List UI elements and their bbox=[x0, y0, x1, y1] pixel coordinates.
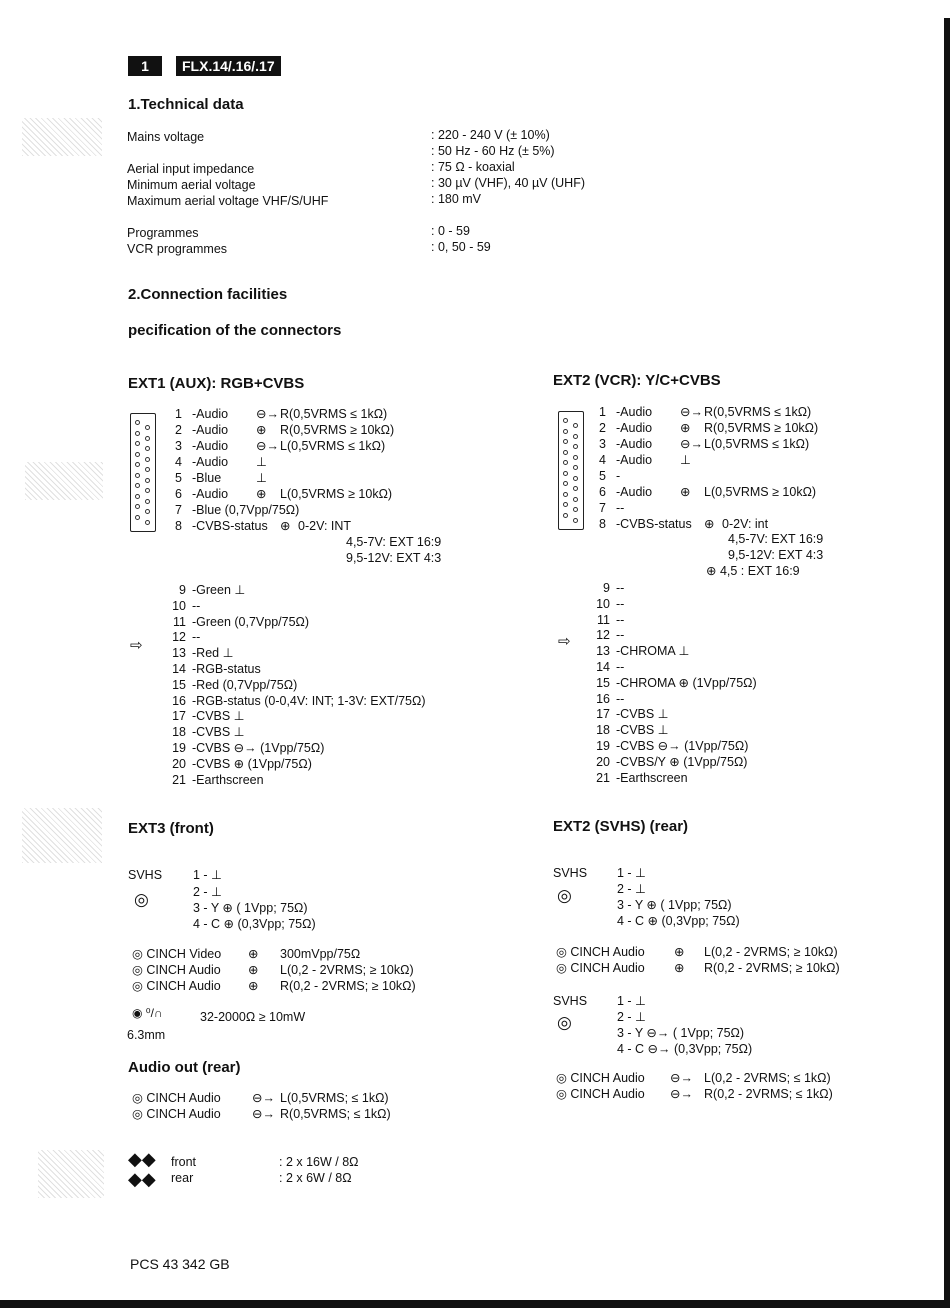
pin-text: -- bbox=[192, 630, 201, 645]
pin-text: -Red (0,7Vpp/75Ω) bbox=[192, 677, 298, 692]
pin-number: 1 bbox=[175, 407, 182, 421]
svhs-socket-icon: ◎ bbox=[557, 886, 572, 905]
pin-number: 4 bbox=[175, 455, 182, 469]
pin-name: -Audio bbox=[616, 453, 653, 467]
pin-text: -- bbox=[616, 628, 625, 643]
signal-icon: ⊕ bbox=[674, 945, 685, 959]
pin-number: 20 bbox=[596, 754, 610, 769]
pin-value: L(0,5VRMS ≤ 1kΩ) bbox=[704, 437, 810, 451]
ext3-cinch-list bbox=[132, 946, 432, 998]
svhs-pin: 4 - C ⊕ (0,3Vpp; 75Ω) bbox=[617, 914, 740, 928]
svhs-socket-icon: ◎ bbox=[557, 1013, 572, 1032]
pin-number: 20 bbox=[172, 756, 186, 771]
speaker-front-icon: ◆◆ bbox=[128, 1149, 156, 1169]
pin-text: -- bbox=[616, 660, 625, 674]
tech-value: : 180 mV bbox=[431, 192, 482, 206]
ext2-title: EXT2 (VCR): Y/C+CVBS bbox=[553, 372, 721, 389]
cinch-value: L(0,2 - 2VRMS; ≥ 10kΩ) bbox=[704, 945, 838, 959]
pin-name: -CVBS-status bbox=[616, 517, 692, 531]
pin-value: 0-2V: INT bbox=[298, 519, 352, 533]
cinch-name: ◎ CINCH Audio bbox=[132, 979, 221, 993]
connection-title: 2.Connection facilities bbox=[128, 286, 288, 303]
pin-number: 10 bbox=[596, 596, 610, 611]
svhs-pin: 2 - ⊥ bbox=[617, 882, 646, 896]
pin-name: -Audio bbox=[192, 455, 229, 469]
ext1-title: EXT1 (AUX): RGB+CVBS bbox=[128, 375, 305, 392]
ext2-svhs-title: EXT2 (SVHS) (rear) bbox=[553, 818, 689, 835]
signal-icon: ⊕ bbox=[248, 963, 259, 977]
pin-name: -Blue (0,7Vpp/75Ω) bbox=[192, 503, 300, 517]
speaker-rear-label: rear bbox=[171, 1171, 194, 1185]
tech-value: : 0 - 59 bbox=[431, 224, 470, 238]
signal-icon: ⊖→ bbox=[252, 1091, 275, 1105]
cinch-name: ◎ CINCH Audio bbox=[556, 961, 645, 975]
pin-name: -Audio bbox=[616, 437, 653, 451]
ext1-note: 4,5-7V: EXT 16:9 bbox=[346, 535, 442, 549]
pin-number: 11 bbox=[597, 612, 610, 627]
pin-signal-icon: ⊕ bbox=[704, 517, 715, 531]
pin-signal-icon: ⊖→ bbox=[256, 407, 279, 421]
pin-number: 18 bbox=[172, 725, 186, 740]
pin-number: 2 bbox=[175, 423, 182, 437]
pin-text: -- bbox=[616, 612, 625, 627]
pin-number: 13 bbox=[172, 646, 186, 661]
pin-text: -Green ⊥ bbox=[192, 583, 246, 597]
pin-signal-icon: ⊖→ bbox=[680, 405, 703, 419]
pin-text: -CVBS ⊥ bbox=[616, 723, 669, 738]
pin-value: L(0,5VRMS ≥ 10kΩ) bbox=[704, 485, 817, 499]
pin-number: 7 bbox=[599, 501, 606, 515]
pin-value: L(0,5VRMS ≥ 10kΩ) bbox=[280, 487, 393, 501]
cinch-name: ◎ CINCH Audio bbox=[132, 1091, 221, 1105]
tech-label: VCR programmes bbox=[127, 242, 228, 256]
pin-number: 19 bbox=[596, 739, 610, 753]
tech-value: : 50 Hz - 60 Hz (± 5%) bbox=[431, 144, 555, 158]
pin-text: -RGB-status (0-0,4V: INT; 1-3V: EXT/75Ω) bbox=[192, 693, 426, 708]
signal-icon: ⊕ bbox=[674, 961, 685, 975]
pin-text: -CVBS ⊖→ (1Vpp/75Ω) bbox=[616, 739, 749, 753]
pin-number: 17 bbox=[596, 707, 610, 722]
tech-label: Minimum aerial voltage bbox=[127, 178, 256, 192]
cinch-name: ◎ CINCH Audio bbox=[132, 1107, 221, 1121]
ext2-note: ⊕ 4,5 : EXT 16:9 bbox=[706, 564, 800, 578]
pin-signal-icon: ⊕ bbox=[256, 423, 267, 437]
audio-out-list bbox=[132, 1090, 432, 1126]
pin-name: -Audio bbox=[192, 487, 229, 501]
pin-text: -Earthscreen bbox=[192, 772, 264, 787]
pin-signal-icon: ⊥ bbox=[680, 453, 691, 467]
pin-text: -Earthscreen bbox=[616, 770, 688, 785]
svhs-label: SVHS bbox=[553, 994, 588, 1008]
ext2-pin-list bbox=[592, 404, 882, 534]
scan-noise bbox=[38, 1150, 104, 1198]
pin-value: R(0,5VRMS ≥ 10kΩ) bbox=[280, 423, 395, 437]
signal-icon: ⊕ bbox=[248, 947, 259, 961]
cinch-value: R(0,2 - 2VRMS; ≥ 10kΩ) bbox=[280, 979, 416, 993]
pin-number: 15 bbox=[596, 675, 610, 690]
svhs-pin: 4 - C ⊖→ (0,3Vpp; 75Ω) bbox=[617, 1042, 753, 1056]
pin-name: -Audio bbox=[192, 423, 229, 437]
pin-name: -Audio bbox=[616, 421, 653, 435]
ext1-pin-list-2 bbox=[168, 582, 468, 792]
svhs-label: SVHS bbox=[553, 866, 588, 880]
ext2-pin-list-2 bbox=[592, 580, 892, 790]
pin-number: 12 bbox=[172, 630, 186, 645]
pin-text: -- bbox=[616, 581, 625, 595]
pin-number: 21 bbox=[596, 770, 610, 785]
page-bottom-bar bbox=[0, 1300, 950, 1308]
pin-number: 9 bbox=[603, 581, 610, 595]
pin-value: R(0,5VRMS ≤ 1kΩ) bbox=[704, 405, 812, 419]
ext1-pin-list bbox=[168, 406, 458, 536]
pin-text: -CVBS ⊥ bbox=[192, 709, 245, 724]
cinch-value: R(0,2 - 2VRMS; ≥ 10kΩ) bbox=[704, 961, 840, 975]
pin-name: -Audio bbox=[192, 407, 229, 421]
pin-number: 14 bbox=[172, 662, 186, 676]
pin-name: -Blue bbox=[192, 471, 222, 485]
svhs-pin: 1 - ⊥ bbox=[193, 868, 222, 882]
pin-text: -Red ⊥ bbox=[192, 646, 234, 661]
svhs-pin: 3 - Y ⊕ ( 1Vpp; 75Ω) bbox=[193, 901, 308, 915]
pin-signal-icon: ⊕ bbox=[256, 487, 267, 501]
tech-label: Mains voltage bbox=[127, 130, 205, 144]
pin-signal-icon: ⊕ bbox=[680, 421, 691, 435]
pin-number: 18 bbox=[596, 723, 610, 738]
cinch-value: L(0,2 - 2VRMS; ≥ 10kΩ) bbox=[280, 963, 414, 977]
speaker-rear-value: : 2 x 6W / 8Ω bbox=[279, 1171, 352, 1185]
jack-size: 6.3mm bbox=[127, 1028, 166, 1042]
pin-number: 14 bbox=[596, 660, 610, 674]
pin-text: -CVBS ⊕ (1Vpp/75Ω) bbox=[192, 756, 312, 771]
cinch-value: L(0,2 - 2VRMS; ≤ 1kΩ) bbox=[704, 1071, 831, 1085]
cinch-name: ◎ CINCH Audio bbox=[132, 963, 221, 977]
cinch-name: ◎ CINCH Video bbox=[132, 947, 222, 961]
pin-number: 19 bbox=[172, 741, 186, 755]
ext2-cinch-in bbox=[556, 944, 856, 980]
svhs-socket-icon: ◎ bbox=[134, 890, 149, 909]
pin-name: -CVBS-status bbox=[192, 519, 268, 533]
ext3-title: EXT3 (front) bbox=[128, 820, 214, 837]
scart-plug-icon: ⇨ bbox=[558, 633, 571, 650]
speaker-rear-icon: ◆◆ bbox=[128, 1169, 156, 1189]
pin-signal-icon: ⊥ bbox=[256, 471, 267, 485]
pin-number: 12 bbox=[596, 628, 610, 643]
scart-connector-icon bbox=[558, 411, 584, 530]
model-badge: FLX.14/.16/.17 bbox=[176, 56, 281, 76]
signal-icon: ⊖→ bbox=[670, 1071, 693, 1085]
svhs-pin: 3 - Y ⊖→ ( 1Vpp; 75Ω) bbox=[617, 1026, 745, 1040]
pin-name: -Audio bbox=[616, 405, 653, 419]
pin-name: -Audio bbox=[192, 439, 229, 453]
chapter-badge: 1 bbox=[128, 56, 162, 76]
page-edge-bar bbox=[944, 18, 950, 1308]
pin-signal-icon: ⊖→ bbox=[256, 439, 279, 453]
pin-number: 11 bbox=[173, 614, 186, 629]
svhs-label: SVHS bbox=[128, 868, 163, 882]
pin-value: 0-2V: int bbox=[722, 517, 769, 531]
cinch-name: ◎ CINCH Audio bbox=[556, 1071, 645, 1085]
cinch-value: L(0,5VRMS; ≤ 1kΩ) bbox=[280, 1091, 389, 1105]
pin-value: R(0,5VRMS ≤ 1kΩ) bbox=[280, 407, 388, 421]
pin-number: 2 bbox=[599, 421, 606, 435]
tech-value: : 75 Ω - koaxial bbox=[431, 160, 515, 174]
tech-title: 1.Technical data bbox=[128, 96, 244, 113]
svhs-pin: 2 - ⊥ bbox=[193, 885, 222, 899]
pin-name: -Audio bbox=[616, 485, 653, 499]
pin-text: -CVBS/Y ⊕ (1Vpp/75Ω) bbox=[616, 754, 748, 769]
pin-text: -CVBS ⊥ bbox=[192, 725, 245, 740]
tech-value: : 30 µV (VHF), 40 µV (UHF) bbox=[431, 176, 586, 190]
signal-icon: ⊖→ bbox=[252, 1107, 275, 1121]
tech-value: : 220 - 240 V (± 10%) bbox=[431, 128, 550, 142]
pin-text: -- bbox=[192, 598, 201, 613]
tech-value: : 0, 50 - 59 bbox=[431, 240, 491, 254]
pin-value: L(0,5VRMS ≤ 1kΩ) bbox=[280, 439, 386, 453]
pin-value: R(0,5VRMS ≥ 10kΩ) bbox=[704, 421, 819, 435]
pin-number: 8 bbox=[599, 517, 606, 531]
svhs-pin: 1 - ⊥ bbox=[617, 866, 646, 880]
pin-number: 15 bbox=[172, 677, 186, 692]
pin-number: 5 bbox=[175, 471, 182, 485]
ext2-note: 9,5-12V: EXT 4:3 bbox=[728, 548, 824, 562]
pin-number: 17 bbox=[172, 709, 186, 724]
pin-text: -CVBS ⊖→ (1Vpp/75Ω) bbox=[192, 741, 325, 755]
tech-label: Aerial input impedance bbox=[127, 162, 255, 176]
cinch-value: 300mVpp/75Ω bbox=[280, 947, 361, 961]
cinch-value: R(0,2 - 2VRMS; ≤ 1kΩ) bbox=[704, 1087, 833, 1101]
scan-noise bbox=[25, 462, 103, 500]
pin-number: 7 bbox=[175, 503, 182, 517]
speaker-front-value: : 2 x 16W / 8Ω bbox=[279, 1155, 359, 1169]
pin-number: 16 bbox=[172, 693, 186, 708]
pin-number: 9 bbox=[179, 583, 186, 597]
pin-number: 13 bbox=[596, 644, 610, 659]
audio-out-title: Audio out (rear) bbox=[128, 1059, 241, 1076]
pin-number: 6 bbox=[599, 485, 606, 499]
headphone-icon: ◉ ⁰/∩ bbox=[132, 1006, 163, 1020]
pin-text: -- bbox=[616, 596, 625, 611]
pin-number: 21 bbox=[172, 772, 186, 787]
pin-number: 10 bbox=[172, 598, 186, 613]
svhs-pin: 1 - ⊥ bbox=[617, 994, 646, 1008]
pin-number: 16 bbox=[596, 691, 610, 706]
pin-signal-icon: ⊥ bbox=[256, 455, 267, 469]
signal-icon: ⊕ bbox=[248, 979, 259, 993]
pin-text: -CHROMA ⊥ bbox=[616, 644, 690, 659]
speaker-front-label: front bbox=[171, 1155, 197, 1169]
svhs-pin: 3 - Y ⊕ ( 1Vpp; 75Ω) bbox=[617, 898, 732, 912]
pin-name: -- bbox=[616, 501, 625, 515]
pin-name: - bbox=[616, 469, 621, 483]
pin-text: -CHROMA ⊕ (1Vpp/75Ω) bbox=[616, 675, 757, 690]
footer-code: PCS 43 342 GB bbox=[130, 1256, 230, 1272]
headphone-spec: 32-2000Ω ≥ 10mW bbox=[200, 1010, 306, 1024]
pin-signal-icon: ⊕ bbox=[280, 519, 291, 533]
scan-noise bbox=[22, 808, 102, 863]
tech-label: Maximum aerial voltage VHF/S/UHF bbox=[127, 194, 329, 208]
connection-subtitle: pecification of the connectors bbox=[128, 322, 342, 339]
pin-number: 3 bbox=[599, 437, 606, 451]
pin-number: 8 bbox=[175, 519, 182, 533]
pin-signal-icon: ⊖→ bbox=[680, 437, 703, 451]
tech-label: Programmes bbox=[127, 226, 199, 240]
pin-number: 5 bbox=[599, 469, 606, 483]
ext2-note: 4,5-7V: EXT 16:9 bbox=[728, 532, 824, 546]
pin-number: 3 bbox=[175, 439, 182, 453]
svhs-pin: 4 - C ⊕ (0,3Vpp; 75Ω) bbox=[193, 917, 316, 931]
pin-signal-icon: ⊕ bbox=[680, 485, 691, 499]
pin-number: 6 bbox=[175, 487, 182, 501]
scart-plug-icon: ⇨ bbox=[130, 637, 143, 654]
cinch-name: ◎ CINCH Audio bbox=[556, 1087, 645, 1101]
pin-text: -- bbox=[616, 691, 625, 706]
svhs-pin: 2 - ⊥ bbox=[617, 1010, 646, 1024]
scan-noise bbox=[22, 118, 102, 156]
signal-icon: ⊖→ bbox=[670, 1087, 693, 1101]
pin-text: -Green (0,7Vpp/75Ω) bbox=[192, 614, 310, 629]
scart-connector-icon bbox=[130, 413, 156, 532]
pin-text: -RGB-status bbox=[192, 662, 261, 676]
cinch-value: R(0,5VRMS; ≤ 1kΩ) bbox=[280, 1107, 391, 1121]
ext2-cinch-out bbox=[556, 1070, 856, 1106]
pin-number: 1 bbox=[599, 405, 606, 419]
pin-number: 4 bbox=[599, 453, 606, 467]
cinch-name: ◎ CINCH Audio bbox=[556, 945, 645, 959]
pin-text: -CVBS ⊥ bbox=[616, 707, 669, 722]
ext1-note: 9,5-12V: EXT 4:3 bbox=[346, 551, 442, 565]
